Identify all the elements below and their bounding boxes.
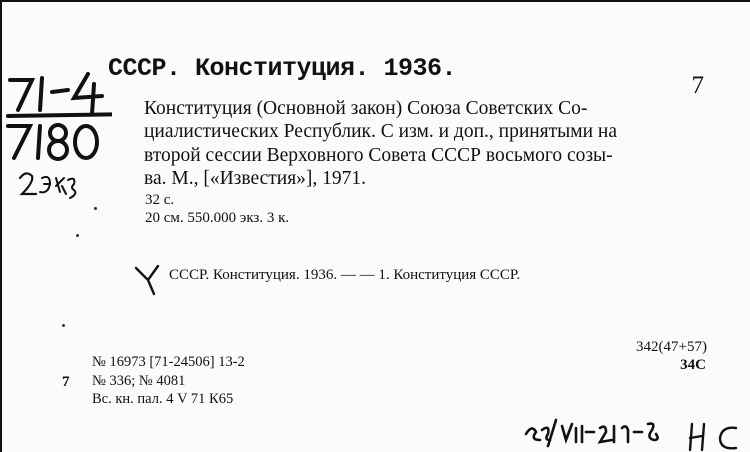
- body-line-2: циалистических Республик. С изм. и доп., принятыми на: [144, 121, 618, 142]
- collation-size: 20 см. 550.000 экз. 3 к.: [145, 210, 290, 226]
- footer-line-3: Вс. кн. пал. 4 V 71 К65: [92, 391, 234, 407]
- classification-code: 34С: [680, 357, 706, 373]
- classification: 342(47+57): [636, 339, 707, 355]
- tracing-tick-icon: [132, 262, 166, 298]
- footer-line-2-mark: 7: [62, 374, 70, 390]
- handwritten-note: [16, 168, 86, 208]
- body-line-1: Конституция (Основной закон) Союза Советских Со-: [144, 98, 588, 119]
- handwritten-bottom: [522, 410, 682, 452]
- tracing-line: СССР. Конституция. 1936. — — 1. Конституция СССР.: [169, 267, 521, 283]
- page-number: 7: [691, 72, 704, 99]
- handwritten-number: [2, 120, 112, 164]
- body-line-4: ва. М., [«Известия»], 1971.: [144, 168, 367, 189]
- body-line-3: второй сессии Верховного Совета СССР восьмого созы-: [144, 145, 613, 166]
- handwritten-initials: [686, 420, 748, 452]
- footer-line-1: № 16973 [71-24506] 13-2: [92, 354, 245, 370]
- footer-line-2: № 336; № 4081: [92, 373, 186, 389]
- collation-pages: 32 с.: [145, 192, 175, 208]
- card-heading: СССР. Конституция. 1936.: [108, 54, 457, 83]
